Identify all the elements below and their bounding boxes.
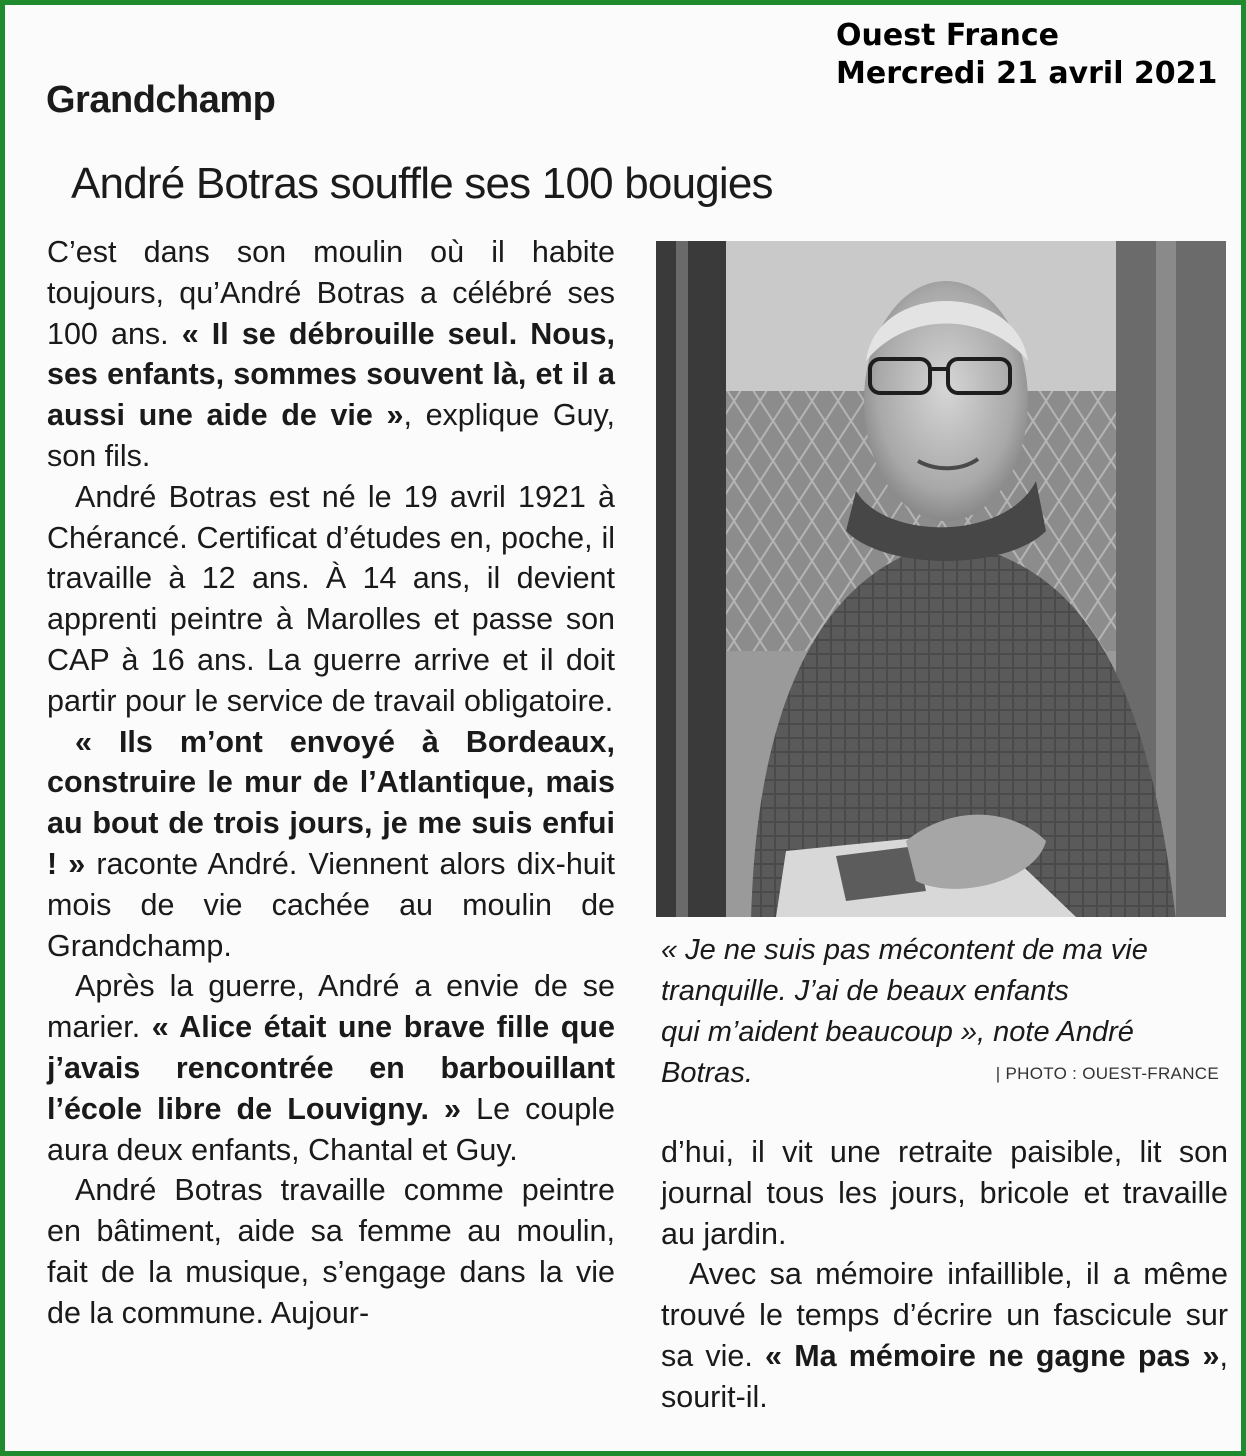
- photo-credit: | PHOTO : OUEST-FRANCE: [995, 1064, 1219, 1083]
- caption-line: Botras.: [661, 1057, 753, 1089]
- paragraph-text: raconte André. Viennent alors dix-huit mois de vie cachée au moulin de Grandchamp.: [47, 846, 615, 963]
- quote-text: « Ils m’ont envoyé à Bordeaux, construire le mur de l’Atlantique, mais au bout de trois jours, je me suis enfui ! »: [47, 724, 615, 881]
- paragraph-3: [47, 722, 615, 967]
- paragraph-text: , sourit-il.: [661, 1338, 1229, 1414]
- quote-text: « Ma mémoire ne gagne pas »: [765, 1338, 1220, 1373]
- paragraph-text: Avec sa mémoire infaillible, il a même trouvé le temps d’écrire un fascicule sur sa vie.: [661, 1257, 1228, 1373]
- paragraph-4: [47, 966, 615, 1170]
- paragraph-6: d’hui, il vit une retraite paisible, lit son journal tous les jours, bricole et travaille au jardin.: [661, 1135, 1228, 1251]
- paragraph-text: Le couple aura deux enfants, Chantal et Guy.: [47, 1091, 615, 1167]
- paragraph-2: André Botras est né le 19 avril 1921 à Chérancé. Certificat d’études en, poche, il travaille à 12 ans. À 14 ans, il devient apprenti peintre à Marolles et passe son CAP à 16 ans. La guerre arrive et il doit partir pour le service de travail obligatoire.: [47, 479, 615, 718]
- article-photo: [656, 241, 1226, 917]
- publication-info: [836, 17, 1217, 93]
- article-column-left: [47, 232, 615, 1334]
- article-headline: André Botras souffle ses 100 bougies: [71, 159, 773, 208]
- portrait-photo: [656, 241, 1226, 917]
- paragraph-text: C’est dans son moulin où il habite toujours, qu’André Botras a célébré ses 100 ans.: [47, 235, 615, 351]
- quote-text: « Alice était une brave fille que j’avais rencontrée en barbouillant l’école libre de Louvigny. »: [47, 1010, 615, 1126]
- section-title: Grandchamp: [46, 79, 276, 121]
- caption-line: tranquille. J’ai de beaux enfants: [661, 975, 1069, 1007]
- paragraph-1: [47, 232, 615, 477]
- publication-name: Ouest France: [836, 18, 1059, 53]
- caption-line: « Je ne suis pas mécontent de ma vie: [661, 934, 1148, 966]
- caption-line: qui m’aident beaucoup », note André: [661, 1016, 1134, 1048]
- quote-text: « Il se débrouille seul. Nous, ses enfants, sommes souvent là, et il a aussi une aide de vie »: [47, 316, 615, 433]
- paragraph-5: André Botras travaille comme peintre en bâtiment, aide sa femme au moulin, fait de la musique, s’engage dans la vie de la commune. Aujour-: [47, 1173, 615, 1330]
- article-column-right: [661, 1132, 1228, 1418]
- publication-date: Mercredi 21 avril 2021: [836, 56, 1218, 91]
- paragraph-7: [661, 1254, 1228, 1417]
- paragraph-text: Après la guerre, André a envie de se marier.: [47, 969, 615, 1045]
- paragraph-text: , explique Guy, son fils.: [47, 398, 615, 473]
